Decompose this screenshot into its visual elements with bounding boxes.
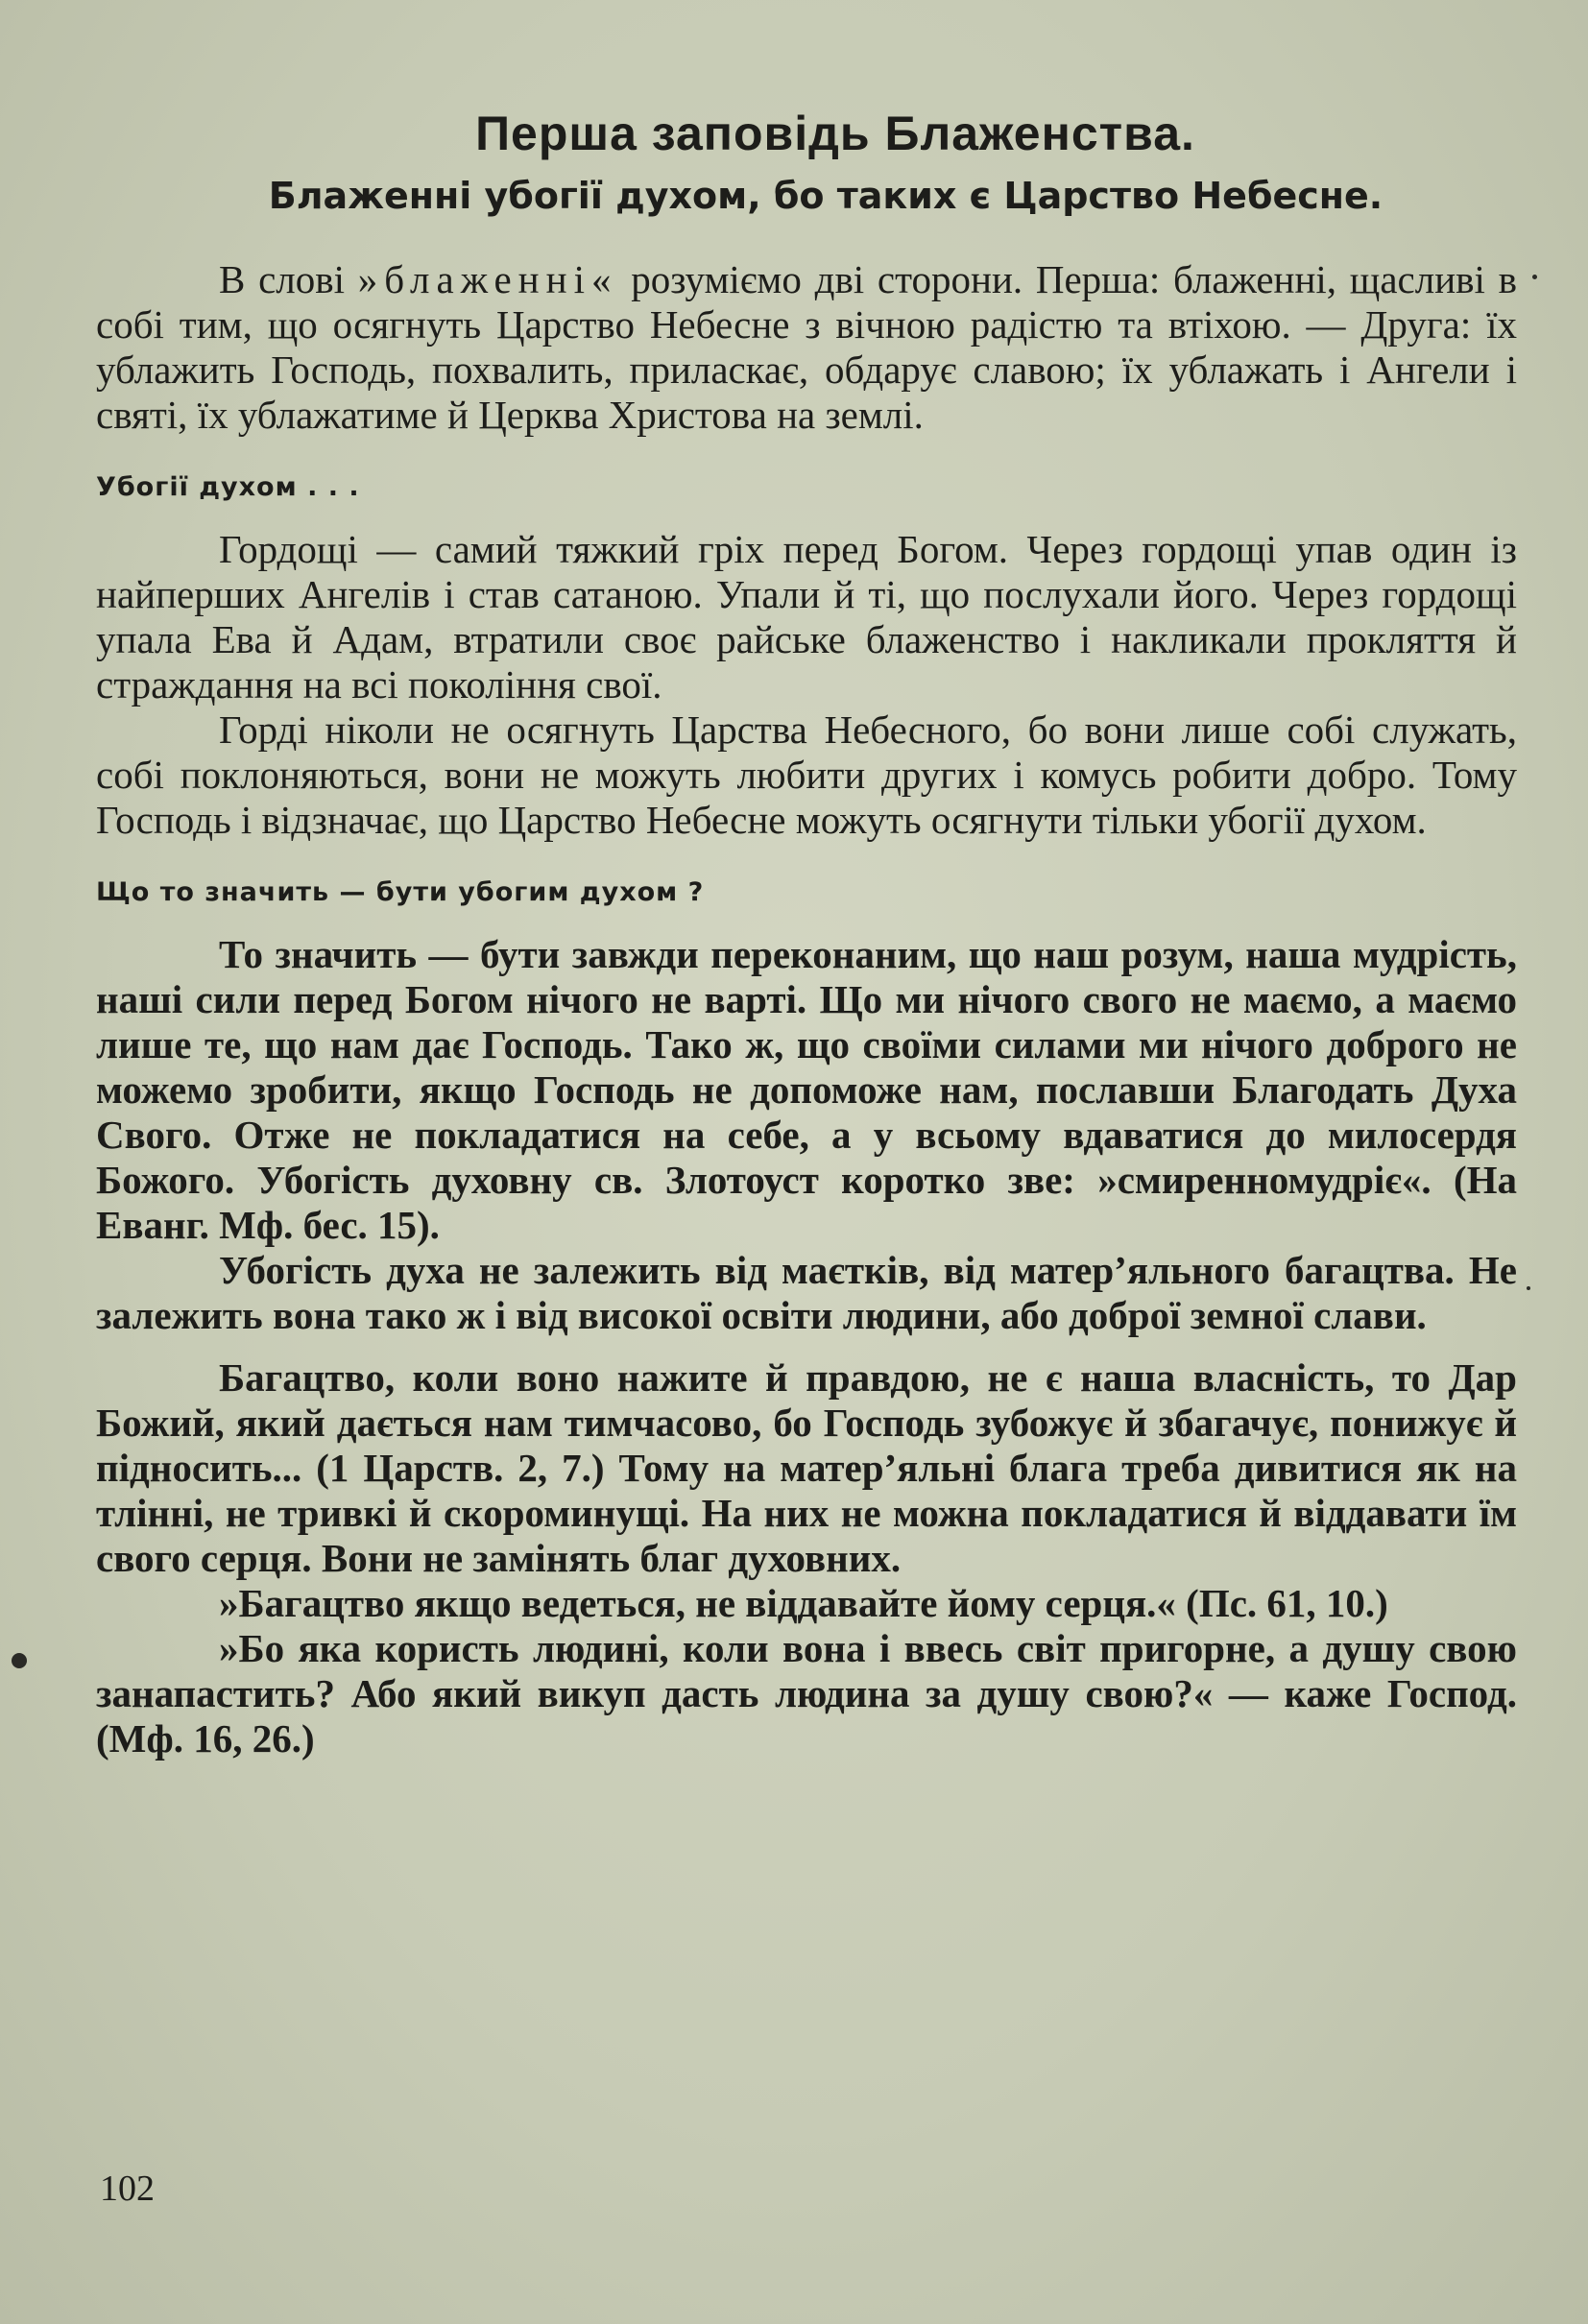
paragraph-riches: Багацтво, коли воно нажите й правдою, не є наша власність, то Дар Божий, який дається нам тимчасово, бо Господь зубожує й збагачує, понижує й підносить... (1 Царств. 2, 7.) Тому на матер’яльні блага треба дивитися як на тлінні, не тривкі й скороминущі. На них не можна покладатися й віддавати їм свого серця. Вони не замінять благ духовних. [96,1355,1517,1580]
paragraph-gap [96,1338,1517,1355]
page-number: 102 [100,2168,155,2209]
ink-speck [1532,275,1537,279]
ink-speck [1527,1286,1530,1290]
intro-rest: розуміємо дві сторони. Перша: блаженні, щасливі в собі тим, що осягнуть Царство Небесне з вічною радістю та втіхою. — Друга: їх ублажить Господь, похвалить, приласкає, обдарує славою; їх ублажать і Ангели і святі, їх ублажатиме й Церква Христова на землі. [96,257,1517,437]
intro-start: В слові [219,257,358,301]
intro-paragraph [96,257,1517,438]
page-subtitle: Блаженні убогії духом, бо таких є Царство Небесне. [268,175,1383,217]
quote-matthew: »Бо яка користь людині, коли вона і ввесь світ пригорне, а душу свою занапастить? Або який викуп дасть людина за душу свою?« — каже Господ. (Мф. 16, 26.) [96,1626,1517,1761]
intro-emphasized-word: »блаженні« [357,257,618,301]
paragraph-meaning: То значить — бути завжди переконаним, що наш розум, наша мудрість, наші сили перед Богом нічого не варті. Що ми нічого свого не маємо, а маємо лише те, що нам дає Господь. Тако ж, що своїми силами ми нічого доброго не можемо зробити, якщо Господь не допоможе нам, пославши Благодать Духа Свого. Отже не покладатися на себе, а у всьому вдаватися до милосердя Божого. Убогість духовну св. Злотоуст коротко зве: »смиренномудріє«. (На Еванг. Мф. бес. 15). [96,932,1517,1247]
paragraph-wealth: Убогість духа не залежить від маєтків, від матер’яльного багацтва. Не залежить вона тако ж і від високої освіти людини, або доброї земної слави. [96,1248,1517,1337]
section-heading-poor-in-spirit: Убогії духом . . . [96,472,360,502]
quote-psalm: »Багацтво якщо ведеться, не віддавайте йому серця.« (Пс. 61, 10.) [219,1581,1388,1625]
book-page [96,106,1517,1761]
paragraph-pride: Гордощі — самий тяжкий гріх перед Богом. Через гордощі упав один із найперших Ангелів і став сатаною. Упали й ті, що послухали його. Через гордощі упала Ева й Адам, втратили своє райське блаженство і накликали прокляття й страждання на всі покоління свої. [96,527,1517,707]
page-title: Перша заповідь Блаженства. [475,107,1195,160]
ink-speck [12,1653,27,1668]
paragraph-proud: Горді ніколи не осягнуть Царства Небесного, бо вони лише собі служать, собі поклоняються, вони не можуть любити других і комусь робити добро. Тому Господь і відзначає, що Царство Небесне можуть осягнути тільки убогії духом. [96,707,1517,842]
section-heading-meaning: Що то значить — бути убогим духом ? [96,877,705,907]
